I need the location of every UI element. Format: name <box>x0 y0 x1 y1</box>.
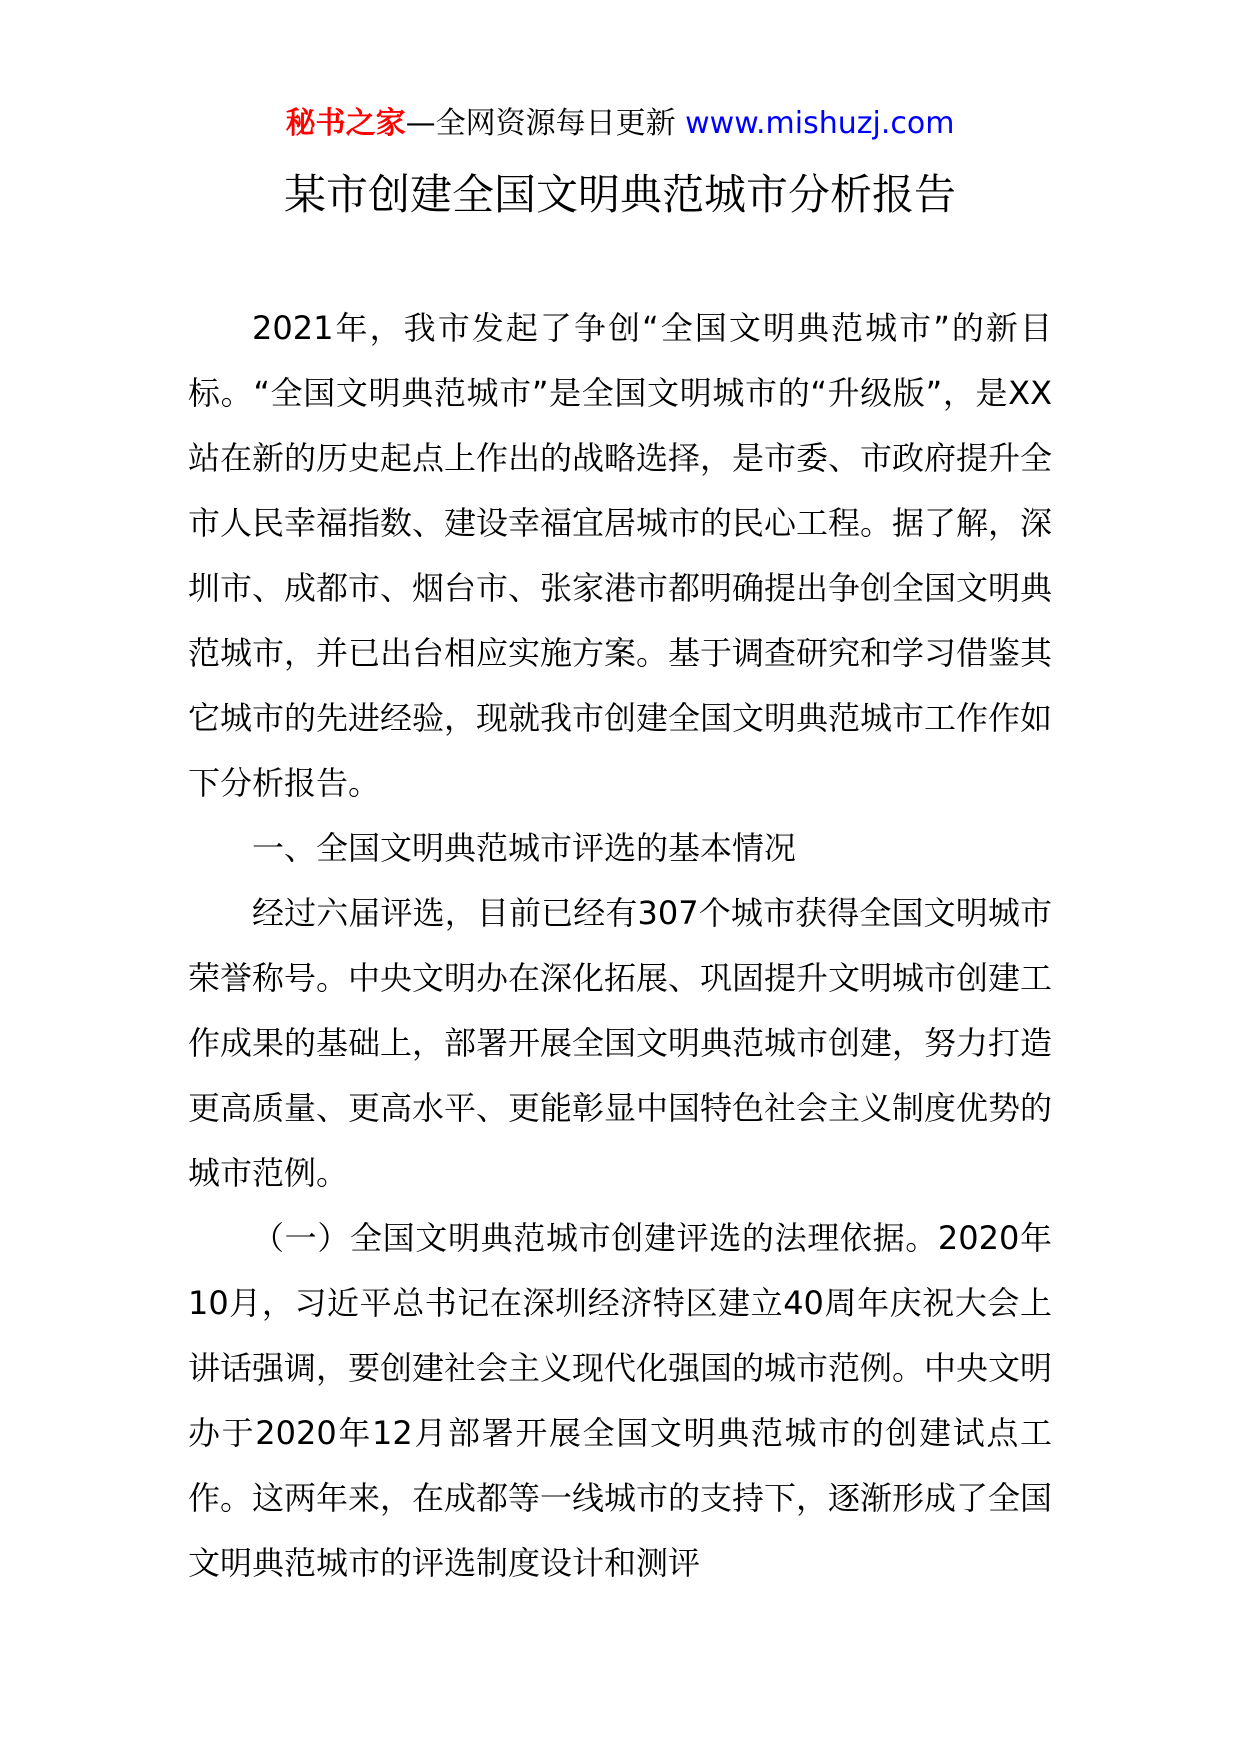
document-title: 某市创建全国文明典范城市分析报告 <box>283 170 956 219</box>
paragraph-intro: 2021年，我市发起了争创“全国文明典范城市”的新目标。“全国文明典范城市”是全国文明城市的“升级版”，是XX站在新的历史起点上作出的战略选择，是市委、市政府提升全市人民幸福指数、建设幸福宜居城市的民心工程。据了解，深圳市、成都市、烟台市、张家港市都明确提出争创全国文明典范城市，并已出台相应实施方案。基于调查研究和学习借鉴其它城市的先进经验，现就我市创建全国文明典范城市工作作如下分析报告。 <box>188 309 1053 802</box>
site-header <box>0 104 1240 144</box>
paragraph-background: 经过六届评选，目前已经有307个城市获得全国文明城市荣誉称号。中央文明办在深化拓展、巩固提升文明城市创建工作成果的基础上，部署开展全国文明典范城市创建，努力打造更高质量、更高水平、更能彰显中国特色社会主义制度优势的城市范例。 <box>188 894 1053 1192</box>
website-link[interactable]: www.mishuzj.com <box>685 106 955 141</box>
brand-name: 秘书之家 <box>285 106 406 141</box>
header-slogan: —全网资源每日更新 <box>405 106 686 141</box>
document-body <box>188 296 1052 1596</box>
section-heading-1: 一、全国文明典范城市评选的基本情况 <box>252 829 797 867</box>
paragraph-legal-basis: （一）全国文明典范城市创建评选的法理依据。2020年10月，习近平总书记在深圳经济特区建立40周年庆祝大会上讲话强调，要创建社会主义现代化强国的城市范例。中央文明办于2020年12月部署开展全国文明典范城市的创建试点工作。这两年来，在成都等一线城市的支持下，逐渐形成了全国文明典范城市的评选制度设计和测评 <box>188 1219 1053 1582</box>
